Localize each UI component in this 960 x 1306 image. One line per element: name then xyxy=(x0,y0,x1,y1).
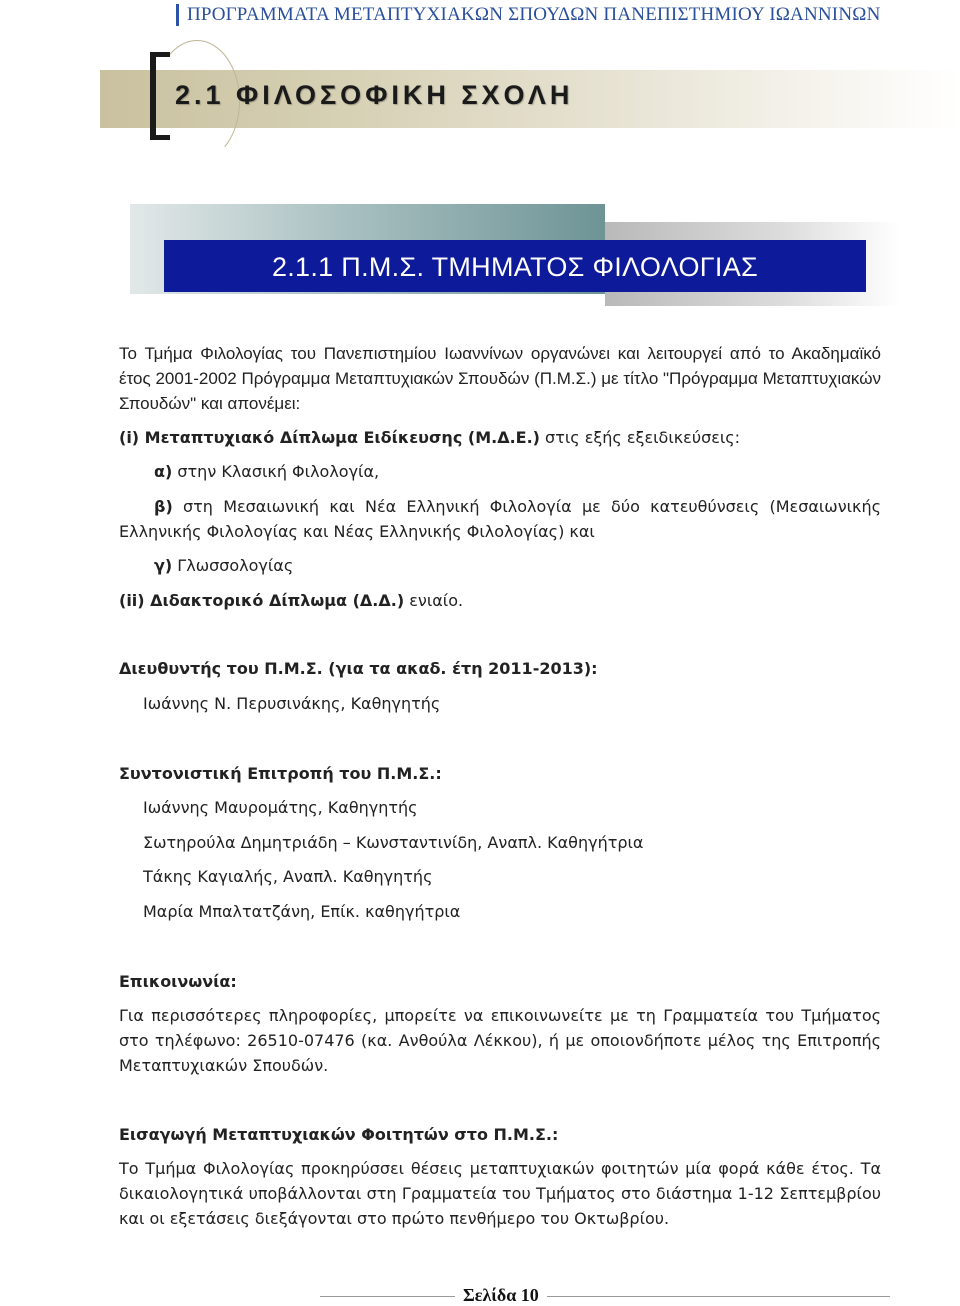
director-heading: Διευθυντής του Π.Μ.Σ. (για τα ακαδ. έτη 2011-2013): xyxy=(119,659,598,678)
committee-member: Μαρία Μπαλτατζάνη, Επίκ. καθηγήτρια xyxy=(143,902,461,921)
spec-b xyxy=(119,494,881,544)
chapter-title: 2.1 ΦΙΛΟΣΟΦΙΚΗ ΣΧΟΛΗ xyxy=(175,80,574,110)
director-name: Ιωάννης Ν. Περυσινάκης, Καθηγητής xyxy=(143,694,441,713)
phd-label: (ii) Διδακτορικό Δίπλωμα (Δ.Δ.) xyxy=(119,591,405,610)
contact-text: Για περισσότερες πληροφορίες, μπορείτε να επικοινωνείτε με τη Γραμματεία του Τμήματος στο τηλέφωνο: 26510-07476 (κα. Ανθούλα Λέκκου), ή με οποιονδήποτε μέλος της Επιτροπής Μεταπτυχιακών Σπουδών. xyxy=(119,1006,881,1075)
spec-c xyxy=(154,553,293,578)
spec-a-label: α) xyxy=(154,462,173,481)
committee-member: Τάκης Καγιαλής, Αναπλ. Καθηγητής xyxy=(143,867,433,886)
admission-text: Το Τμήμα Φιλολογίας προκηρύσσει θέσεις μεταπτυχιακών φοιτητών μία φορά κάθε έτος. Τα δικαιολογητικά υποβάλλονται στη Γραμματεία του Τμήματος στο διάστημα 1-12 Σεπτεμβρίου και οι εξετάσεις διεξάγονται στο πρώτο πενθήμερο του Οκτωβρίου. xyxy=(119,1159,881,1228)
page-number: Σελίδα 10 xyxy=(455,1285,547,1306)
committee-member: Σωτηρούλα Δημητριάδη – Κωνσταντινίδη, Αναπλ. Καθηγήτρια xyxy=(143,833,644,852)
section-title: 2.1.1 Π.Μ.Σ. ΤΜΗΜΑΤΟΣ ΦΙΛΟΛΟΓΙΑΣ xyxy=(271,252,759,282)
msc-line xyxy=(119,425,740,450)
contact-heading: Επικοινωνία: xyxy=(119,972,237,991)
committee-heading: Συντονιστική Επιτροπή του Π.Μ.Σ.: xyxy=(119,764,442,783)
msc-label: (i) Μεταπτυχιακό Δίπλωμα Ειδίκευσης (Μ.Δ.Ε.) xyxy=(119,428,540,447)
spec-b-text: στη Μεσαιωνική και Νέα Ελληνική Φιλολογία με δύο κατευθύνσεις (Μεσαιωνικής Ελληνικής Φιλολογίας και Νέας Ελληνικής Φιλολογίας) και xyxy=(119,497,881,541)
spec-a xyxy=(154,459,379,484)
running-head: ΠΡΟΓΡΑΜΜΑΤΑ ΜΕΤΑΠΤΥΧΙΑΚΩΝ ΣΠΟΥΔΩΝ ΠΑΝΕΠΙΣΤΗΜΙΟΥ ΙΩΑΝΝΙΝΩΝ xyxy=(176,4,881,26)
phd-rest: ενιαίο. xyxy=(404,591,464,610)
spec-a-text: στην Κλασική Φιλολογία, xyxy=(172,462,380,481)
spec-c-label: γ) xyxy=(154,556,173,575)
spec-b-label: β) xyxy=(154,497,173,516)
phd-line xyxy=(119,588,463,613)
intro-paragraph: Το Τμήμα Φιλολογίας του Πανεπιστημίου Ιωαννίνων οργανώνει και λειτουργεί από το Ακαδημαϊκό έτος 2001-2002 Πρόγραμμα Μεταπτυχιακών Σπουδών (Π.Μ.Σ.) με τίτλο "Πρόγραμμα Μεταπτυχιακών Σπουδών" και απονέμει: xyxy=(119,344,881,413)
chapter-bracket xyxy=(150,52,170,140)
footer-rule xyxy=(320,1296,890,1297)
admission-heading: Εισαγωγή Μεταπτυχιακών Φοιτητών στο Π.Μ.Σ.: xyxy=(119,1125,559,1144)
spec-c-text: Γλωσσολογίας xyxy=(172,556,294,575)
committee-member: Ιωάννης Μαυρομάτης, Καθηγητής xyxy=(143,798,418,817)
msc-rest: στις εξής εξειδικεύσεις: xyxy=(539,428,741,447)
